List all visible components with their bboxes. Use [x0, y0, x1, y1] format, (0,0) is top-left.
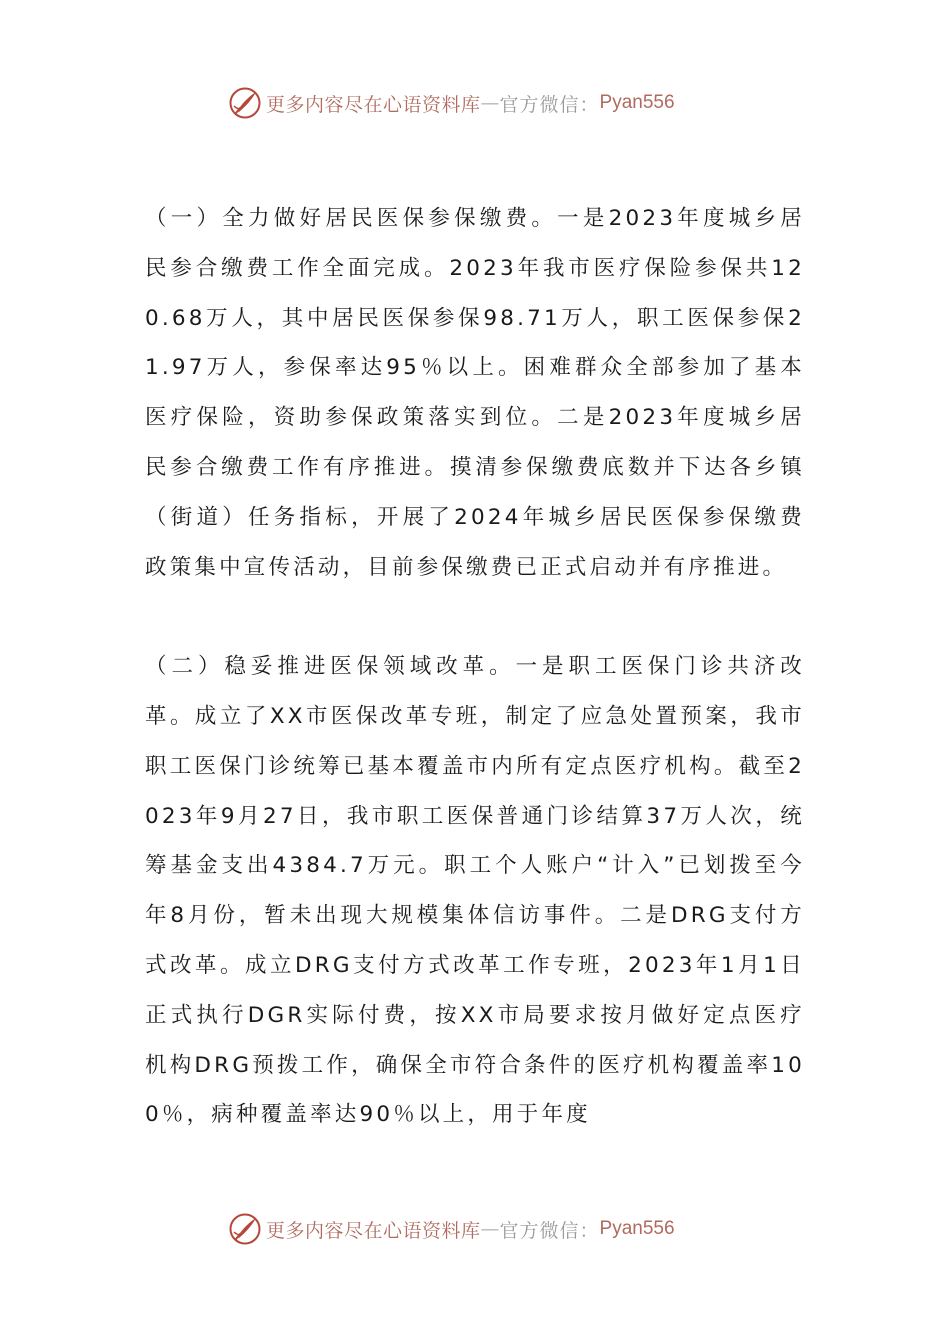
paragraph-section-2: （二）稳妥推进医保领域改革。一是职工医保门诊共济改革。成立了XX市医保改革专班，制定了应急处置预案，我市职工医保门诊统筹已基本覆盖市内所有定点医疗机构。截至2023年9月27日，我市职工医保普通门诊结算37万人次，统筹基金支出4384.7万元。职工个人账户“计入”已划拨至今年8月份，暂未出现大规模集体信访事件。二是DRG支付方式改革。成立DRG支付方式改革工作专班，2023年1月1日正式执行DGR实际付费，按XX市局要求按月做好定点医疗机构DRG预拨工作，确保全市符合条件的医疗机构覆盖率100％，病种覆盖率达90％以上，用于年度: [145, 654, 805, 1128]
watermark-brand: 更多内容尽在心语资料库: [266, 93, 481, 116]
document-body: [145, 194, 805, 1140]
paragraph-section-1: （一）全力做好居民医保参保缴费。一是2023年度城乡居民参合缴费工作全面完成。2023年我市医疗保险参保共120.68万人，其中居民医保参保98.71万人，职工医保参保21.97万人，参保率达95％以上。困难群众全部参加了基本医疗保险，资助参保政策落实到位。二是2023年度城乡居民参合缴费工作有序推进。摸清参保缴费底数并下达各乡镇（街道）任务指标，开展了2024年城乡居民医保参保缴费政策集中宣传活动，目前参保缴费已正式启动并有序推进。: [145, 206, 805, 580]
watermark-brand: 更多内容尽在心语资料库: [266, 1219, 481, 1242]
watermark-label: 官方微信：: [499, 93, 600, 116]
header-watermark: [228, 86, 675, 120]
quill-logo-icon: [228, 1212, 262, 1246]
watermark-wechat-id: Pyan556: [599, 92, 675, 113]
watermark-wechat-id: Pyan556: [599, 1218, 675, 1239]
watermark-label: 官方微信：: [499, 1219, 600, 1242]
watermark-separator: —: [480, 1218, 500, 1240]
footer-watermark: [228, 1212, 675, 1246]
quill-logo-icon: [228, 86, 262, 120]
watermark-separator: —: [480, 92, 500, 114]
